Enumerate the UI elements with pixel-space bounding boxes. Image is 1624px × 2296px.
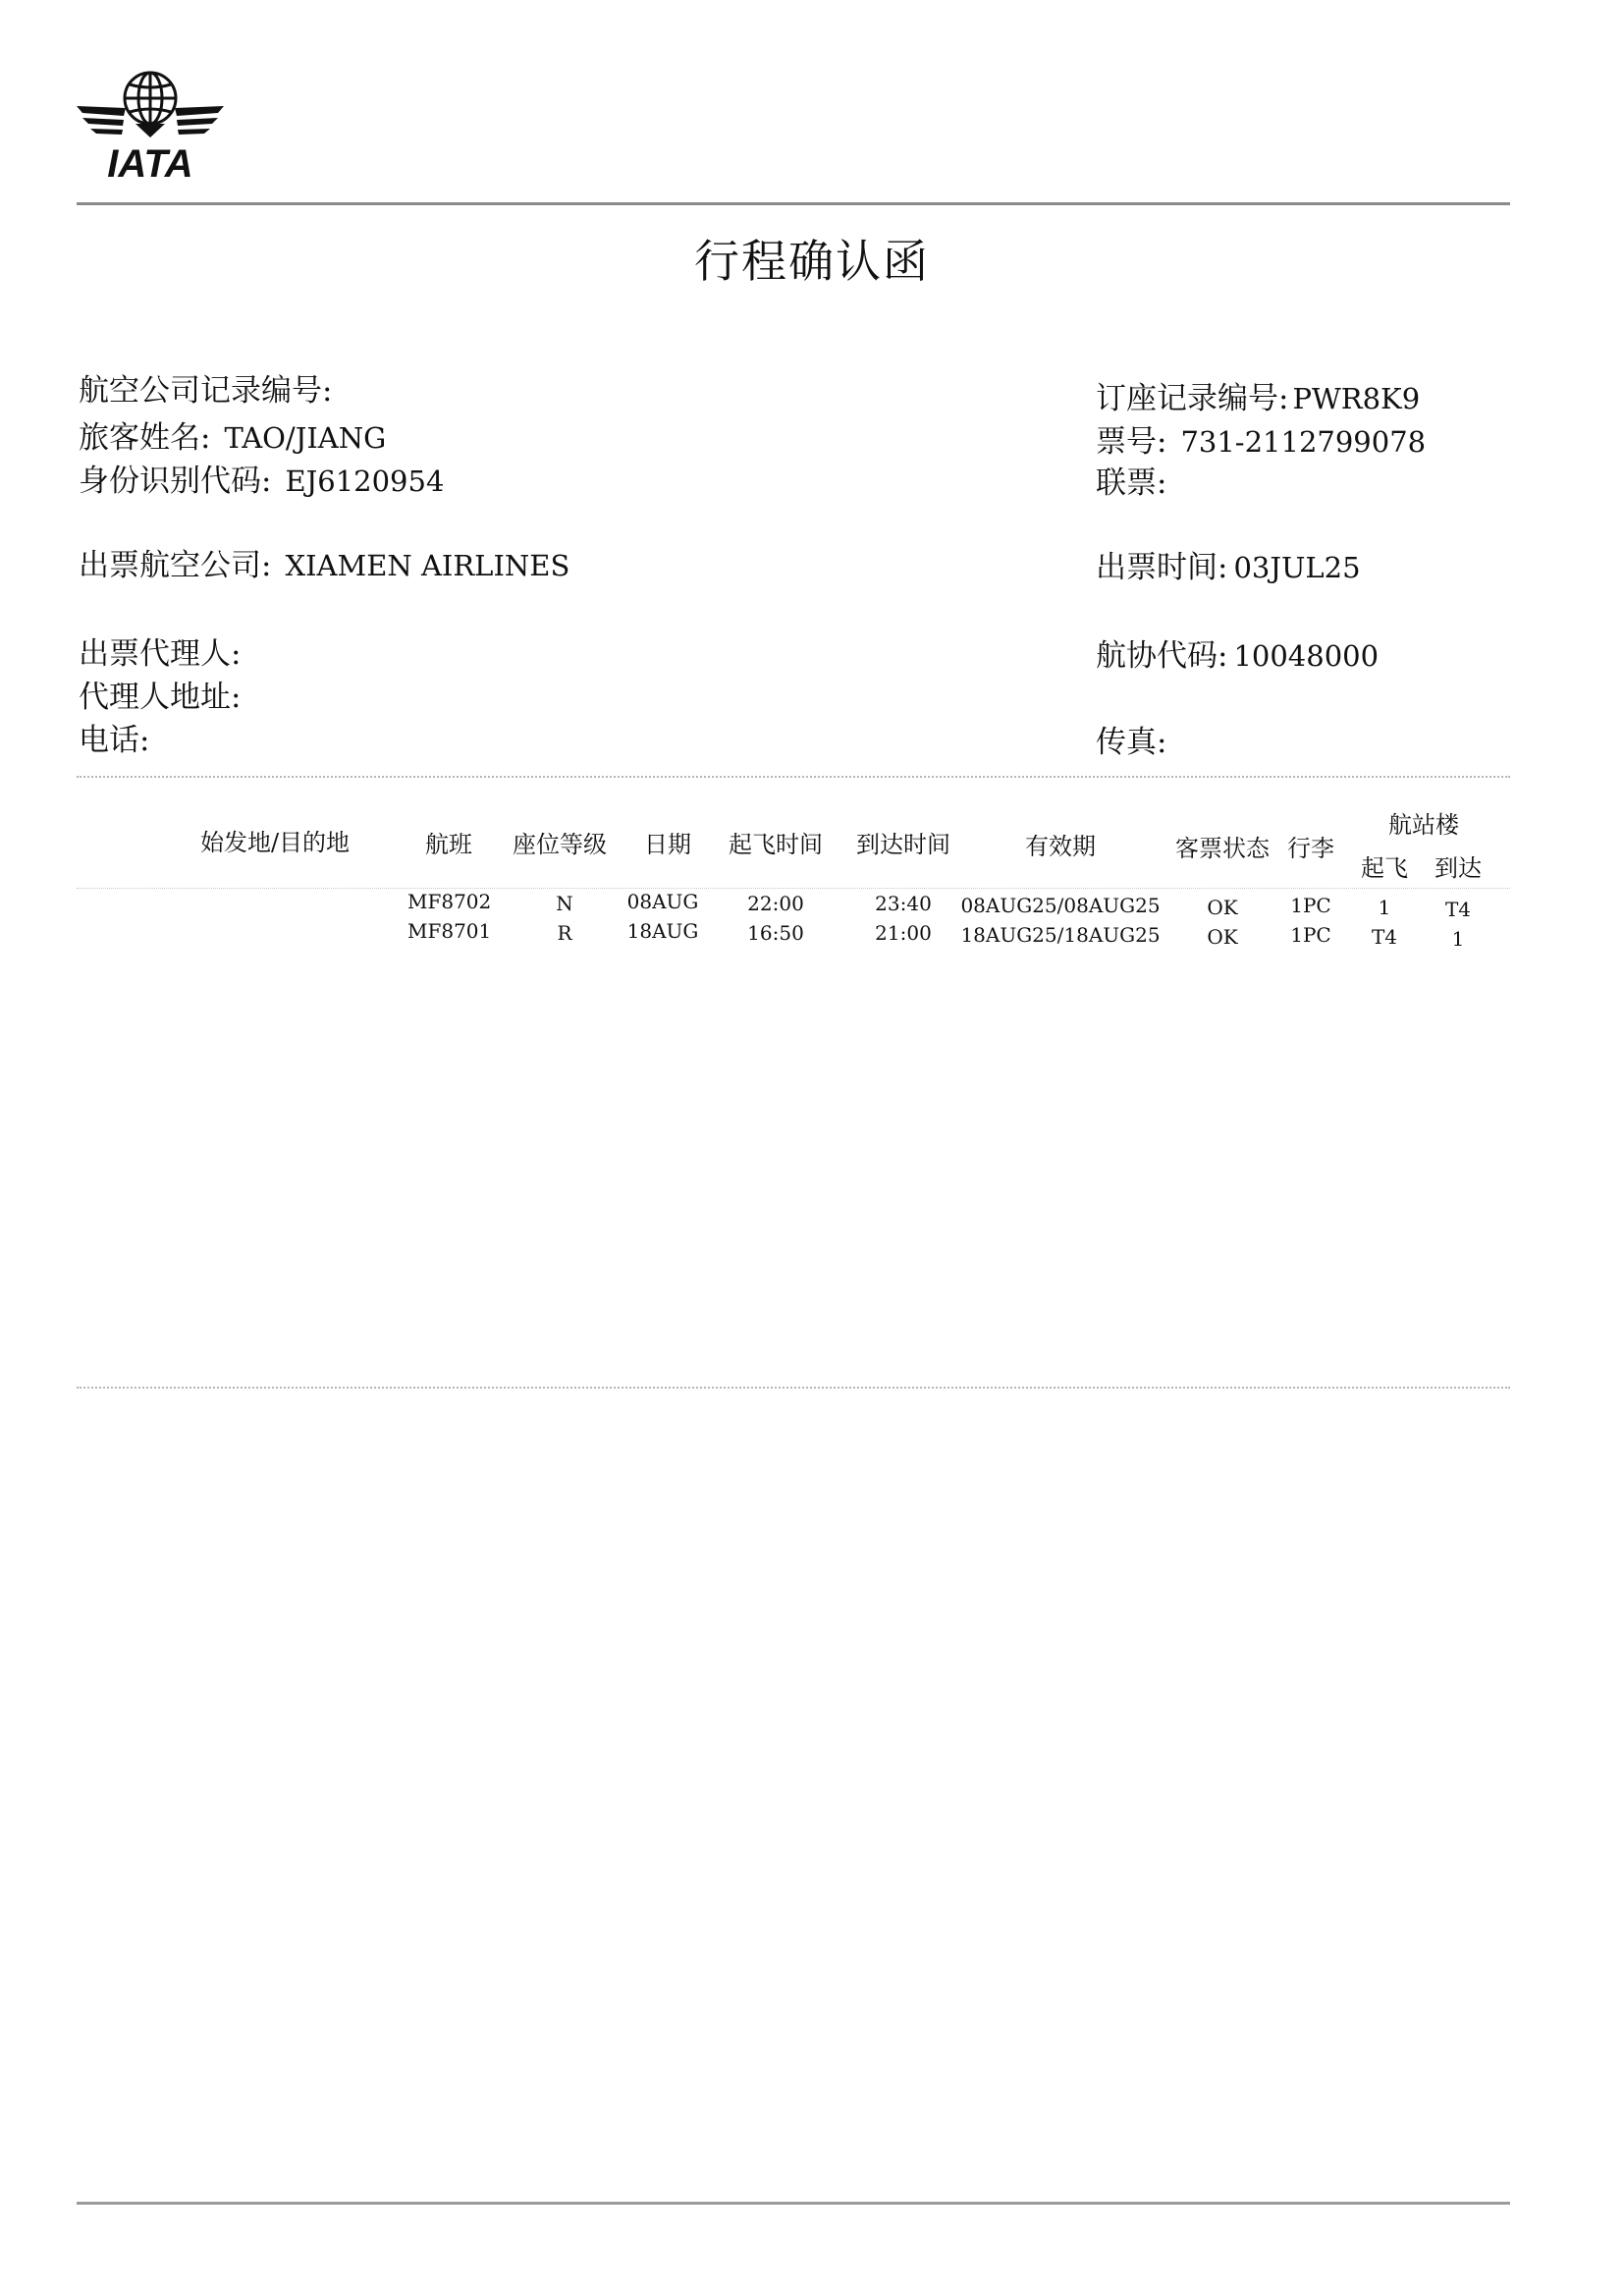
cell-status: OK <box>1207 896 1238 919</box>
phone-field <box>79 715 163 759</box>
cell-arr-time: 21:00 <box>875 921 932 945</box>
logo-text: IATA <box>107 142 193 184</box>
cell-status: OK <box>1207 925 1238 949</box>
cell-class: N <box>556 892 573 915</box>
bottom-rule <box>77 2202 1510 2205</box>
issue-time-field <box>1096 542 1361 586</box>
cell-validity: 18AUG25/18AUG25 <box>960 923 1161 947</box>
table-end-rule <box>77 1387 1510 1389</box>
cell-date: 08AUG <box>626 890 699 913</box>
cell-baggage: 1PC <box>1290 923 1331 947</box>
issue-time-label: 出票时间: <box>1096 550 1228 585</box>
cell-terminal-dep: 1 <box>1378 896 1391 919</box>
conjunction-label: 联票: <box>1096 465 1167 501</box>
top-rule <box>77 202 1510 205</box>
cell-dep-time: 22:00 <box>747 892 804 915</box>
issuing-airline-value: XIAMEN AIRLINES <box>285 549 570 582</box>
agent-label: 出票代理人: <box>79 636 242 672</box>
booking-ref-value: PWR8K9 <box>1292 382 1421 415</box>
col-validity-header: 有效期 <box>1025 833 1096 860</box>
col-terminal-header: 航站楼 <box>1388 811 1459 839</box>
cell-arr-time: 23:40 <box>875 892 932 915</box>
cell-flight: MF8701 <box>407 919 492 943</box>
id-code-label: 身份识别代码: <box>79 464 272 499</box>
fax-field <box>1096 717 1180 761</box>
table-header-rule <box>77 888 1510 889</box>
col-dep-time-header: 起飞时间 <box>729 831 823 858</box>
col-terminal-dep-header: 起飞 <box>1361 854 1408 882</box>
cell-flight: MF8702 <box>407 890 492 913</box>
passenger-name-value: TAO/JIANG <box>224 421 387 455</box>
cell-dep-time: 16:50 <box>747 921 804 945</box>
col-flight-header: 航班 <box>425 831 472 858</box>
passenger-name-field <box>79 412 386 457</box>
agent-field <box>79 629 254 673</box>
iata-logo <box>77 61 224 184</box>
agent-address-label: 代理人地址: <box>79 680 242 715</box>
col-arr-time-header: 到达时间 <box>856 831 950 858</box>
iata-code-label: 航协代码: <box>1096 638 1228 674</box>
iata-code-field <box>1096 630 1379 675</box>
cell-validity: 08AUG25/08AUG25 <box>960 894 1161 917</box>
ticket-number-label: 票号: <box>1096 424 1167 460</box>
airline-record-field <box>79 365 346 410</box>
agent-address-field <box>79 672 254 716</box>
cell-terminal-arr: 1 <box>1451 927 1465 951</box>
fax-label: 传真: <box>1096 725 1167 760</box>
id-code-field <box>79 456 444 500</box>
globe-icon <box>125 73 176 124</box>
cell-class: R <box>557 921 572 945</box>
booking-ref-label: 订座记录编号: <box>1096 381 1289 416</box>
booking-ref-field <box>1096 373 1420 417</box>
page-title: 行程确认函 <box>694 235 930 288</box>
cell-terminal-arr: T4 <box>1444 898 1472 921</box>
cell-baggage: 1PC <box>1290 894 1331 917</box>
section-divider <box>77 776 1510 778</box>
col-baggage-header: 行李 <box>1287 835 1334 862</box>
col-terminal-arr-header: 到达 <box>1435 854 1482 882</box>
ticket-number-value: 731-2112799078 <box>1180 425 1427 459</box>
id-code-value: EJ6120954 <box>285 465 445 498</box>
conjunction-field <box>1096 458 1180 502</box>
col-class-header: 座位等级 <box>513 831 607 858</box>
issuing-airline-label: 出票航空公司: <box>79 548 272 583</box>
col-status-header: 客票状态 <box>1175 835 1270 862</box>
phone-label: 电话: <box>79 723 150 758</box>
iata-code-value: 10048000 <box>1233 639 1380 673</box>
cell-date: 18AUG <box>626 919 699 943</box>
ticket-number-field <box>1096 416 1426 461</box>
issue-time-value: 03JUL25 <box>1233 551 1361 584</box>
airline-record-label: 航空公司记录编号: <box>79 373 333 409</box>
col-date-header: 日期 <box>644 831 691 858</box>
cell-terminal-dep: T4 <box>1371 925 1398 949</box>
issuing-airline-field <box>79 540 569 584</box>
col-route-header: 始发地/目的地 <box>199 829 351 856</box>
passenger-name-label: 旅客姓名: <box>79 420 211 456</box>
